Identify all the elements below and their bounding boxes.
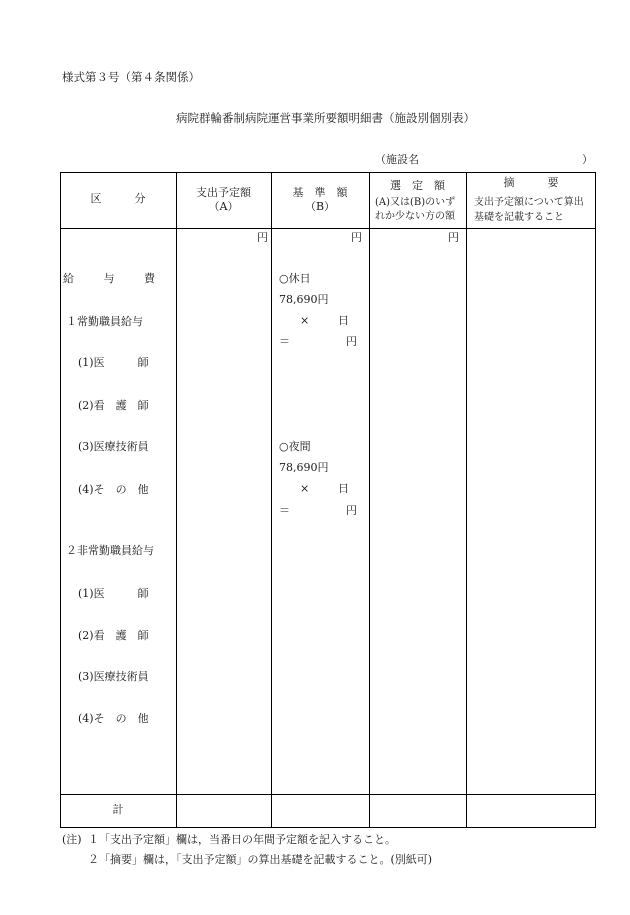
document-title: 病院群輪番制病院運営事業所要額明細書（施設別個別表） (176, 111, 475, 125)
standard-holiday-times-sign: × (300, 314, 310, 327)
column-divider (176, 172, 177, 828)
header-remarks: 摘 要 (503, 176, 559, 189)
header-selected-amount: 選 定 額 (390, 179, 445, 192)
standard-night-rate: 78,690円 (279, 461, 329, 474)
full-time-item-other: (4)そ の 他 (78, 483, 149, 496)
category-full-time-salary: １常勤職員給与 (66, 315, 143, 328)
standard-night-equals-sign: ＝ (279, 504, 290, 517)
note-item-2: ２「摘要」欄は，「支出予定額」の算出基礎を記載すること。(別紙可) (88, 853, 433, 866)
standard-night-label: ○夜間 (279, 440, 311, 453)
header-planned-code: （A） (208, 200, 239, 213)
category-part-time-salary: ２非常勤職員給与 (66, 544, 154, 557)
part-time-item-other: (4)そ の 他 (78, 712, 149, 725)
header-standard-code: （B） (304, 200, 336, 213)
full-time-item-doctor: (1)医 師 (78, 356, 149, 369)
standard-holiday-rate: 78,690円 (279, 293, 329, 306)
standard-holiday-label: ○休日 (279, 272, 311, 285)
part-time-item-nurse: (2)看 護 師 (78, 629, 149, 642)
full-time-item-nurse: (2)看 護 師 (78, 399, 149, 412)
header-row-divider (60, 228, 596, 229)
standard-amount-unit: 円 (351, 231, 362, 244)
header-standard-amount: 基 準 額 (292, 186, 348, 199)
header-remarks-note-line1: 支出予定額について算出 (474, 197, 584, 208)
part-time-item-doctor: (1)医 師 (78, 587, 149, 600)
standard-night-yen-unit: 円 (346, 504, 357, 517)
column-divider (369, 172, 370, 828)
part-time-item-medical-technician: (3)医療技術員 (78, 670, 149, 683)
total-row-divider (60, 794, 596, 795)
notes-prefix: (注) (62, 833, 82, 846)
column-divider (271, 172, 272, 828)
column-divider (466, 172, 467, 828)
header-selected-note-line2: れか少ない方の額 (375, 211, 455, 222)
standard-holiday-days-unit: 日 (338, 314, 349, 327)
facility-name-close-paren: ） (582, 153, 593, 166)
standard-holiday-yen-unit: 円 (346, 335, 357, 348)
standard-night-times-sign: × (300, 482, 310, 495)
note-item-1: １「支出予定額」欄は，当番日の年間予定額を記入すること。 (88, 833, 396, 846)
header-planned-amount: 支出予定額 (196, 186, 251, 199)
header-remarks-note-line2: 基礎を記載すること (474, 212, 564, 223)
header-selected-note-line1: (A)又は(B)のいず (375, 197, 456, 208)
full-time-item-medical-technician: (3)医療技術員 (78, 440, 149, 453)
category-salary: 給 与 費 (63, 272, 155, 285)
selected-amount-unit: 円 (448, 231, 459, 244)
standard-night-days-unit: 日 (338, 482, 349, 495)
standard-holiday-equals-sign: ＝ (279, 335, 290, 348)
facility-name-label: （施設名 (375, 153, 419, 166)
planned-amount-unit: 円 (257, 231, 268, 244)
header-category: 区 分 (90, 192, 146, 205)
form-number: 様式第３号（第４条関係） (62, 70, 200, 84)
table-frame (60, 172, 596, 828)
total-label: 計 (112, 803, 124, 816)
